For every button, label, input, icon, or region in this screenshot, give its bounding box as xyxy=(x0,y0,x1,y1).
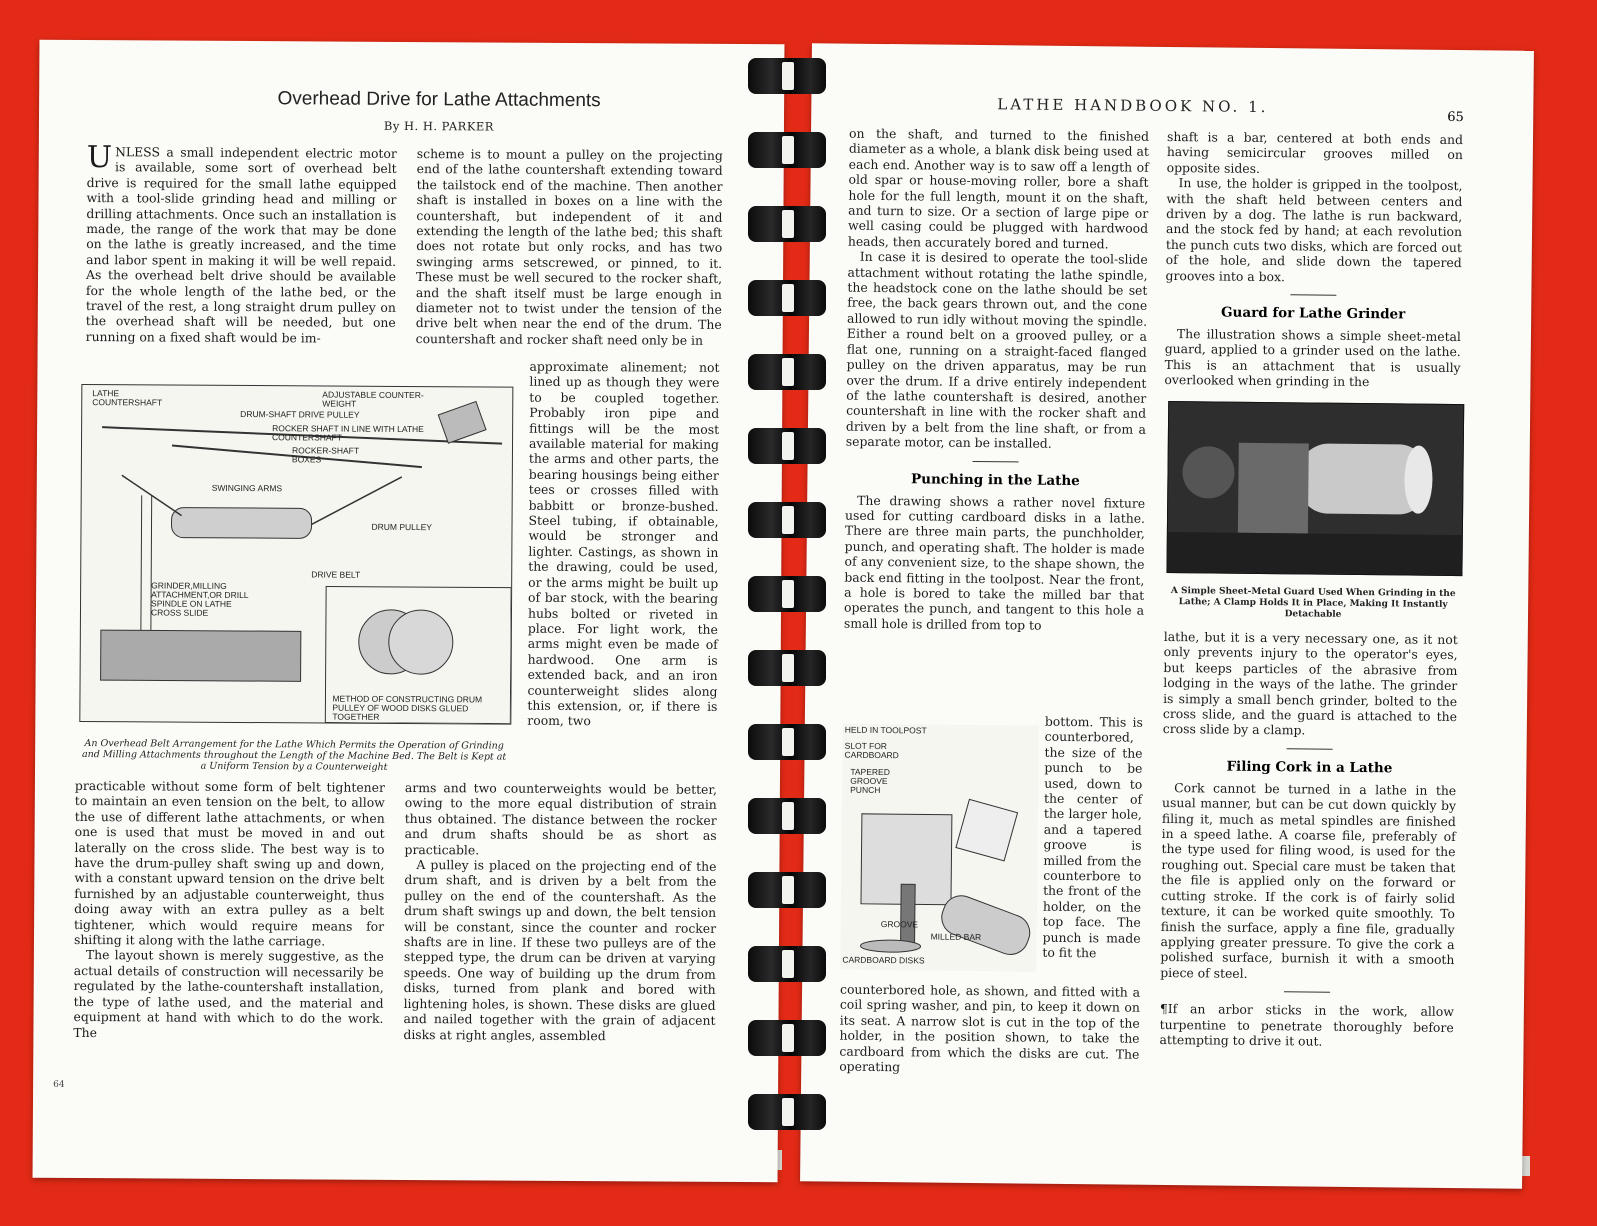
cork-heading: Filing Cork in a Lathe xyxy=(1226,758,1393,777)
paragraph: In use, the holder is gripped in the toolpost, with the shaft held between centers and driven by a dog. The lathe is run backward, and the stock fed by hand; at each revolution the punch cuts two disks, which are forced out of the hole, and slide down the tapered grooves into a box. xyxy=(1165,175,1463,284)
binding-coil xyxy=(748,354,826,390)
paragraph: Cork cannot be turned in a lathe in the usual manner, but can be cut down quickly by filing it, much as metal spindles are finished in a speed lathe. A coarse file, preferably of the type used for filing wood, is used for the roughing out. Special care must be taken that the file is applied only on the forward or cutting stroke. If the cork is of fairly solid texture, it can be worked quite smoothly. To finish the surface, apply a fine file, gradually applying greater pressure. To give the cork a polished surface, burnish it with a smooth piece of steel. xyxy=(1160,779,1457,981)
left-col2-top xyxy=(416,146,723,348)
paragraph: In case it is desired to operate the tool-slide attachment without rotating the lathe spindle, the headstock cone on the lathe should be set free, the back gears thrown out, and the cone allowed to run idly without moving the spindle. Either a round belt on a grooved pulley, or a flat one, running on a straight-faced flanged pulley on the driven apparatus, may be run over the drum. If a drive entirely independent of the lathe countershaft is desired, another countershaft in line with the rocker shaft and driven by a belt from the line shaft, or from a separate motor, can be installed. xyxy=(845,249,1148,451)
paragraph-text: NLESS a small independent electric motor is available, some sort of overhead belt drive is required for the small lathe equipped with a tool-slide grinding head and milling or drilling attachments. Once such an installation is made, the range of the work that may be done on the lathe is greatly increased, and the time and labor spent in making it will be well repaid. As the overhead belt drive should be available for the whole length of the lathe bed, or the travel of the rest, a long straight drum pulley on the overhead shaft will be needed, but one running on a fixed shaft would be im- xyxy=(85,144,397,346)
binding-coil xyxy=(748,58,826,94)
left-col1-top xyxy=(85,140,397,346)
label-groove: GROOVE xyxy=(880,919,919,930)
label-cardboard-disks: CARDBOARD DISKS xyxy=(842,954,925,966)
page-number-right: 65 xyxy=(1447,109,1464,126)
tip-text: If an arbor sticks in the work, allow turpentine to penetrate thoroughly before attempting to drive it out. xyxy=(1159,1001,1454,1049)
label-milled-bar: MILLED BAR xyxy=(930,931,982,943)
section-rule xyxy=(1287,748,1333,749)
paragraph: lathe, but it is a very necessary one, as it not only prevents injury to the operator's eyes, but keeps particles of the abrasive from lodging in the ways of the lathe. The grinder is simply a small bench grinder, bolted to the cross slide, and the guard is attached to the cross slide by a clamp. xyxy=(1162,628,1458,738)
section-rule xyxy=(973,460,1019,461)
paragraph: The illustration shows a simple sheet-metal guard, applied to a grinder used on the lathe. This is an attachment that is usually overlooked when grinding in the xyxy=(1164,326,1462,390)
paragraph: bottom. This is counterbored, the size of the punch to be used, down to the center of the larger hole, and a tapered groove is milled from the counterbore to the front of the holder, on the top face. The punch is made to fit the xyxy=(1042,713,1143,961)
punch-figure xyxy=(840,724,1039,972)
drop-cap: U xyxy=(86,140,113,176)
grinder-photo-drawing xyxy=(1167,402,1463,575)
photo-caption-wrap xyxy=(1166,577,1461,631)
binding-coil xyxy=(748,650,826,686)
paragraph: approximate alinement; not lined up as though they were to be coupled together. Probably iron pipe and fittings will be the most available material for making the arms and other parts, the bearing housings being either tees or crosses filled with babbitt or bronze-bushed. Steel tubing, if obtainable, would be stronger and lighter. Castings, as shown in the drawing, could be used, or the arms might be built up of bar stock, with the bearing hubs bolted or riveted in place. For light work, the arms might even be made of hardwood. One arm is extended back, and an iron counterweight slides along this extension, or, if there is room, two xyxy=(527,358,720,729)
label-drum-pulley: DRUM PULLEY xyxy=(371,521,433,533)
pilcrow-icon: ¶ xyxy=(1159,1001,1168,1017)
tip-paragraph xyxy=(1159,1001,1453,1050)
left-col2-bottom xyxy=(403,780,717,1044)
left-col1-bottom xyxy=(73,778,385,1042)
paragraph xyxy=(85,140,397,346)
right-col1-bottom xyxy=(839,982,1140,1078)
grinder-guard-photo xyxy=(1166,401,1464,576)
binding-coil xyxy=(748,946,826,982)
paragraph: The drawing shows a rather novel fixture used for cutting cardboard disks in a lathe. There are three main parts, the punchholder, punch, and operating shaft. The holder is made of any convenient size, to the shape shown, the back end fitting in the toolpost. Near the front, a hole is bored to take the milled bar that operates the punch, and tangent to this hole a small hole is drilled from top to xyxy=(843,492,1146,633)
binding-coil xyxy=(748,1094,826,1130)
binding-coil xyxy=(748,206,826,242)
label-swinging-arms: SWINGING ARMS xyxy=(211,482,283,494)
right-page xyxy=(800,43,1534,1188)
label-slot-for-cardboard: SLOT FOR CARDBOARD xyxy=(844,740,899,761)
label-tapered-groove-punch: TAPERED GROOVE PUNCH xyxy=(850,766,890,796)
label-adjustable-counterweight: ADJUSTABLE COUNTER-WEIGHT xyxy=(322,389,424,409)
paragraph: counterbored hole, as shown, and fitted with a coil spring washer, and pin, to keep it down on its seat. A narrow slot is cut in the top of the holder, in the position shown, to take the cardboard from which the disks are cut. The operating xyxy=(839,981,1141,1075)
section-rule xyxy=(1284,991,1330,992)
label-drive-belt: DRIVE BELT xyxy=(311,569,361,580)
section-rule xyxy=(1290,294,1336,295)
label-method: METHOD OF CONSTRUCTING DRUM PULLEY OF WOOD DISKS GLUED TOGETHER xyxy=(332,693,483,722)
running-head: LATHE HANDBOOK NO. 1. xyxy=(997,95,1269,117)
binding-coil xyxy=(748,724,826,760)
page-number-left: 64 xyxy=(53,1079,65,1090)
binding-coil xyxy=(748,428,826,464)
photo-caption: A Simple Sheet-Metal Guard Used When Grinding in the Lathe; A Clamp Holds It in Place, Making It Instantly Detachable xyxy=(1170,586,1456,620)
paragraph: The layout shown is merely suggestive, as the actual details of construction will necessarily be regulated by the lathe-countershaft installation, the type of lathe used, and the material and equipment at hand with which to do the work. The xyxy=(73,947,384,1040)
label-lathe-countershaft: LATHE COUNTERSHAFT xyxy=(92,388,163,408)
overhead-drive-figure xyxy=(79,384,513,725)
label-rocker-shaft: ROCKER SHAFT IN LINE WITH LATHE COUNTERSHAFT xyxy=(272,423,424,443)
left-col2-narrow xyxy=(527,359,719,730)
right-col2-bottom xyxy=(1159,629,1457,1050)
right-col2-top xyxy=(1164,129,1463,391)
paragraph: practicable without some form of belt tightener to maintain an even tension on the belt, to allow the use of different lathe attachments, or when one is used that must be moved in and out laterally on the cross slide. The best way is to have the drum-pulley shaft swing up and down, with a constant upward tension on the drive belt furnished by an adjustable counterweight, thus doing away with an extra pulley as a belt tightener, which would require means for shifting it along with the lathe carriage. xyxy=(73,777,385,949)
paragraph: A pulley is placed on the projecting end of the drum shaft, and is driven by a belt from the pulley on the end of the countershaft. As the drum shaft swings up and down, the belt tension will be constant, since the counter and rocker shafts are in line. If these two pulleys are of the stepped type, the drum can be driven at varying speeds. One way of building up the drum from disks, turned from plank and bored with lightening holes, is shown. These disks are glued and nailed together with the grain of adjacent disks at right angles, assembled xyxy=(403,857,717,1043)
punching-narrow-col xyxy=(1042,714,1143,962)
label-grinder-attachment: GRINDER,MILLING ATTACHMENT,OR DRILL SPINDLE ON LATHE CROSS SLIDE xyxy=(150,580,249,618)
binding-coil xyxy=(748,280,826,316)
article-title: Overhead Drive for Lathe Attachments xyxy=(277,88,601,112)
binding-coil xyxy=(748,576,826,612)
guard-heading: Guard for Lathe Grinder xyxy=(1220,304,1406,323)
label-drum-shaft-drive-pulley: DRUM-SHAFT DRIVE PULLEY xyxy=(240,408,360,420)
binding-coil xyxy=(748,872,826,908)
left-page xyxy=(33,40,785,1183)
paragraph: shaft is a bar, centered at both ends and having semicircular grooves milled on opposite sides. xyxy=(1166,128,1464,176)
binding-coil xyxy=(748,798,826,834)
binding-coil xyxy=(748,132,826,168)
paragraph: scheme is to mount a pulley on the projecting end of the lathe countershaft extending toward the tailstock end of the machine. Then another shaft is installed in boxes on a line with the countershaft, but independent of it and extending the length of the lathe bed; this shaft does not rotate but only rocks, and has two swinging arms setscrewed, or pinned, to it. These must be well secured to the rocker shaft, and the shaft itself must be large enough in diameter not to twist under the tension of the drive belt when near the end of the drum. The countershaft and rocker shaft need only be in xyxy=(415,146,723,348)
punching-heading: Punching in the Lathe xyxy=(910,470,1080,489)
binding-coil xyxy=(748,1020,826,1056)
figure-caption: An Overhead Belt Arrangement for the Lathe Which Permits the Operation of Grinding and Milling Attachments throughout the Length of the Machine Bed. The Belt is Kept at a Uniform Tension by a Counterweight xyxy=(81,737,507,773)
byline: By H. H. PARKER xyxy=(383,118,495,134)
right-col1-top xyxy=(844,126,1149,634)
figure-caption-wrap xyxy=(79,728,509,783)
paragraph: on the shaft, and turned to the finished diameter as a whole, a blank disk being used at each end. Another way is to saw off a length of old spar or house-moving roller, bore a shaft hole for the full length, mount it on the shaft, and turn to size. Or a section of large pipe or well casing could be plugged with hardwood heads, then accurately bored and turned. xyxy=(847,125,1150,252)
label-rocker-shaft-boxes: ROCKER-SHAFT BOXES xyxy=(291,445,359,465)
paragraph: arms and two counterweights would be better, owing to the more equal distribution of strain thus obtained. The distance between the rocker and drum shafts should be as short as practicable. xyxy=(404,779,717,858)
label-held-in-toolpost: HELD IN TOOLPOST xyxy=(844,724,927,736)
binding-coil xyxy=(748,502,826,538)
